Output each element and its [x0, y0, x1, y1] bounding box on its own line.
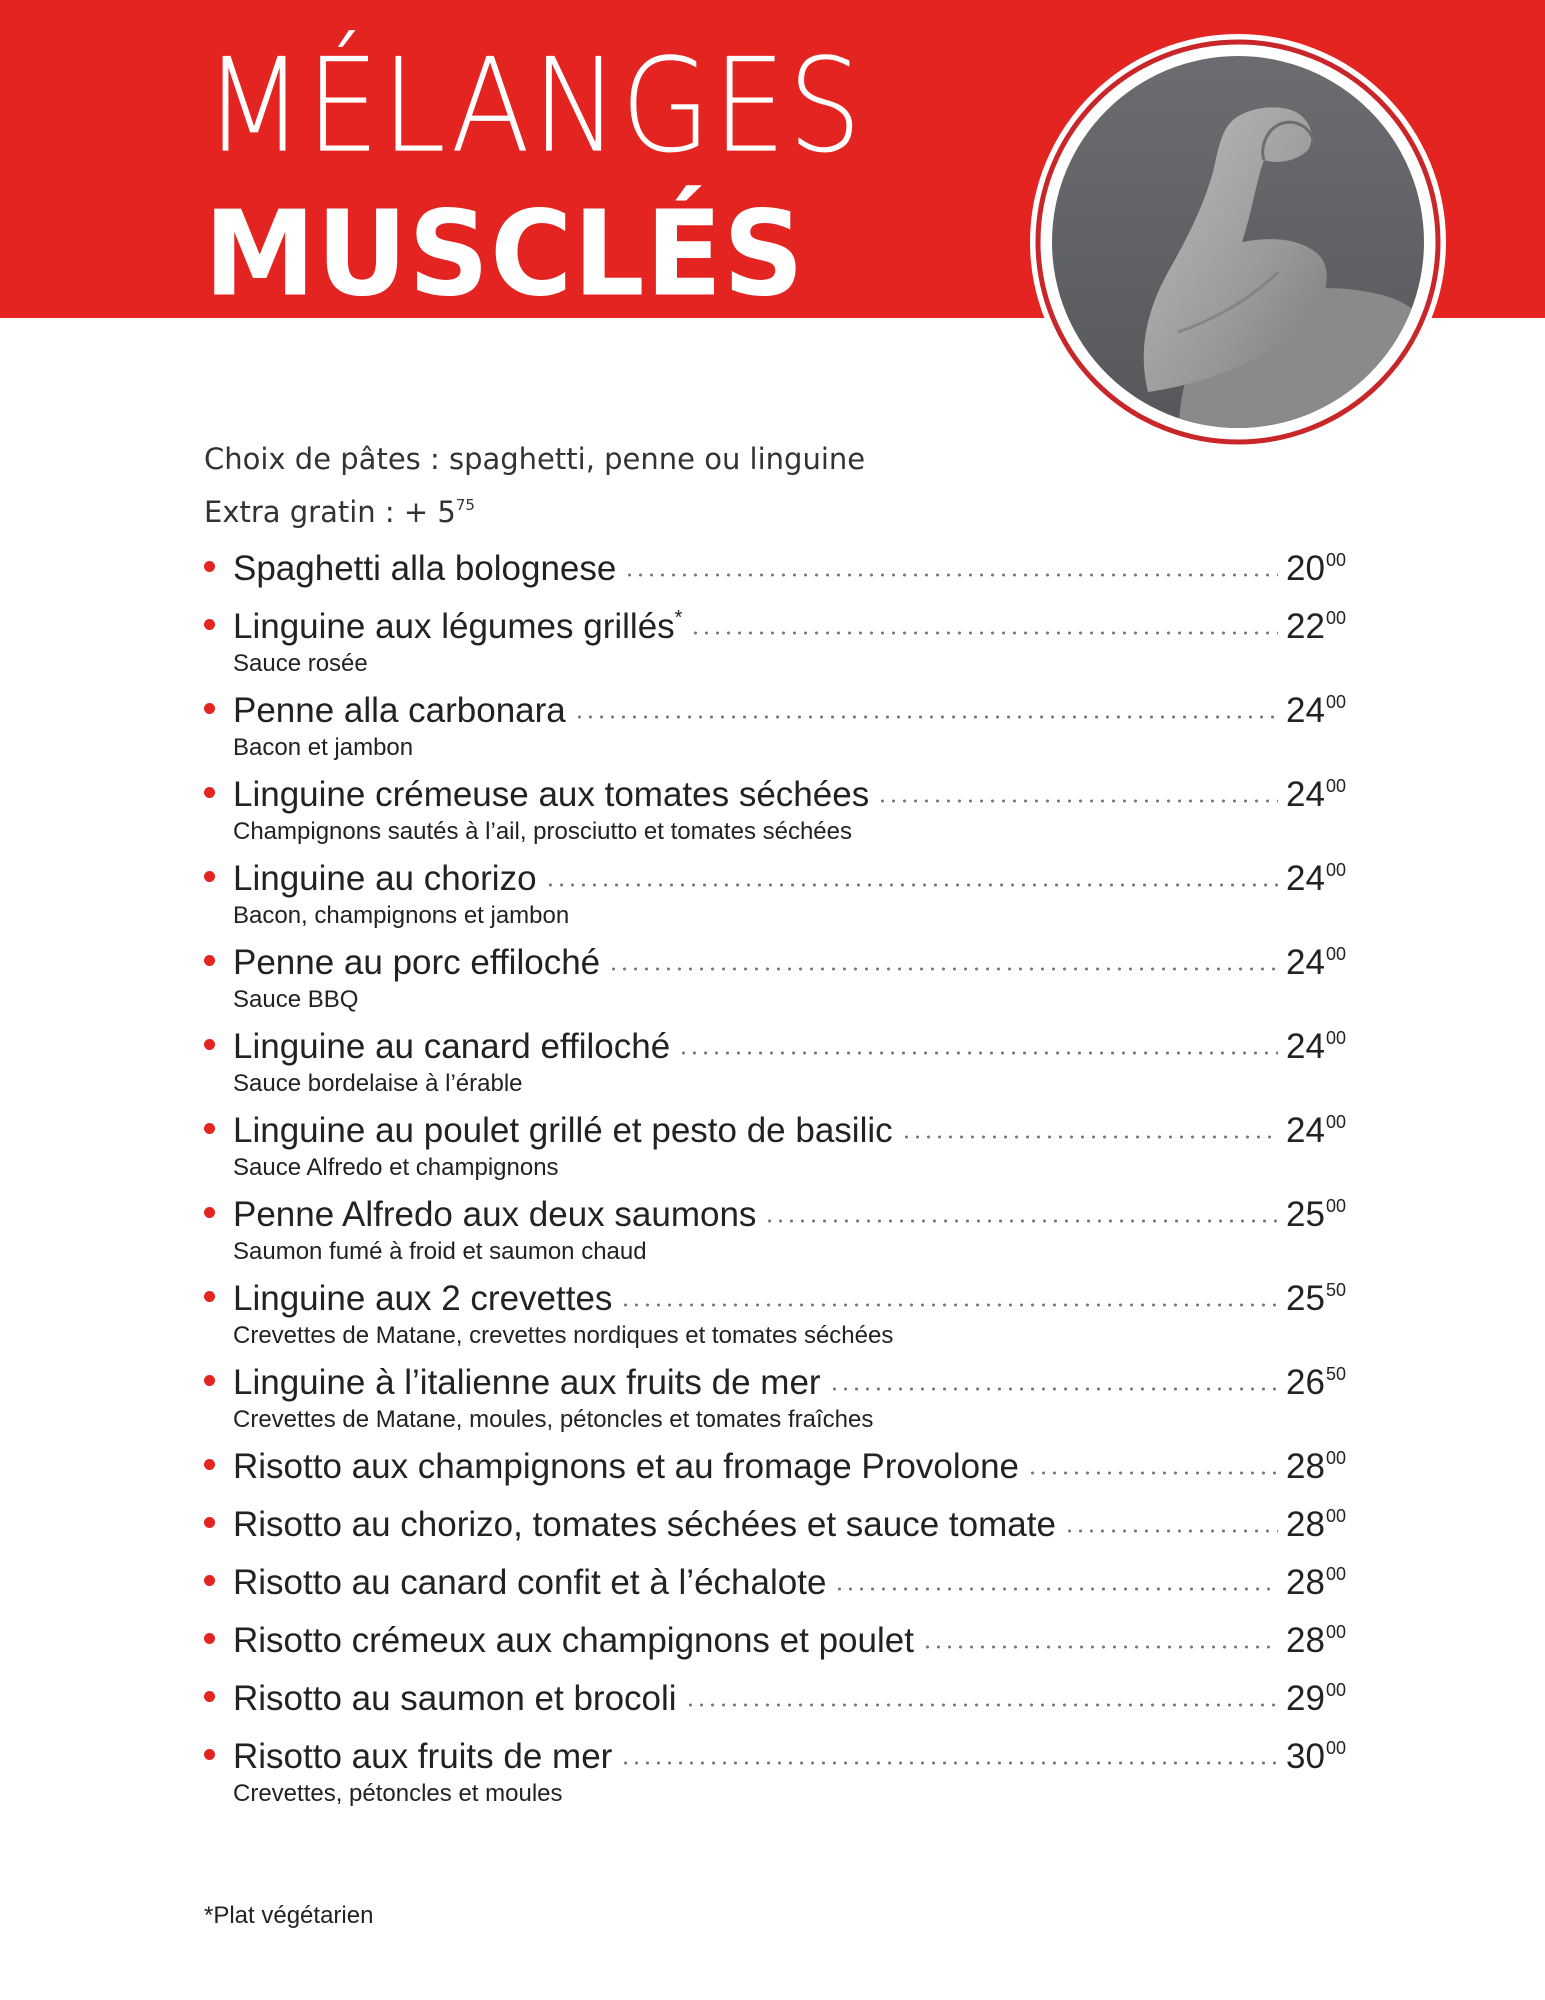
bullet-icon — [204, 1749, 215, 1760]
item-name — [233, 1737, 612, 1777]
dot-leader — [1064, 1529, 1278, 1533]
price-dollars: 24 — [1286, 1027, 1325, 1066]
item-description: Champignons sautés à l’ail, prosciutto et tomates séchées — [233, 818, 852, 845]
item-name — [233, 775, 869, 815]
menu-item — [204, 1195, 1346, 1267]
item-name — [233, 943, 600, 983]
menu-item-line — [204, 1505, 1346, 1551]
bullet-icon — [204, 703, 215, 714]
item-price — [1286, 691, 1346, 731]
item-description: Saumon fumé à froid et saumon chaud — [233, 1238, 647, 1265]
bullet-icon — [204, 955, 215, 966]
item-name — [233, 1279, 612, 1319]
price-dollars: 30 — [1286, 1737, 1325, 1776]
menu-item — [204, 1447, 1346, 1493]
item-price — [1286, 1563, 1346, 1603]
price-dollars: 28 — [1286, 1505, 1325, 1544]
title-line-1: MÉLANGES — [204, 30, 864, 182]
dot-leader — [834, 1587, 1278, 1591]
vegetarian-mark: * — [674, 607, 683, 629]
menu-item — [204, 859, 1346, 931]
bullet-icon — [204, 1291, 215, 1302]
item-name — [233, 549, 616, 589]
price-dollars: 25 — [1286, 1195, 1325, 1234]
item-name-text: Penne Alfredo aux deux saumons — [233, 1195, 757, 1234]
item-name — [233, 1621, 914, 1661]
item-price — [1286, 1505, 1346, 1545]
price-cents: 00 — [1325, 860, 1346, 880]
menu-item — [204, 691, 1346, 763]
menu-item-line — [204, 1111, 1346, 1157]
pasta-choice-text: Choix de pâtes : spaghetti, penne ou linguine — [204, 442, 866, 476]
price-cents: 50 — [1325, 1280, 1346, 1300]
menu-item-line — [204, 1563, 1346, 1609]
price-cents: 00 — [1325, 692, 1346, 712]
item-name-text: Risotto au saumon et brocoli — [233, 1679, 677, 1718]
menu-item-line — [204, 1447, 1346, 1493]
bullet-icon — [204, 561, 215, 572]
menu-item-line — [204, 775, 1346, 821]
item-price — [1286, 859, 1346, 899]
bullet-icon — [204, 1207, 215, 1218]
item-description: Crevettes de Matane, moules, pétoncles et tomates fraîches — [233, 1406, 874, 1433]
item-price — [1286, 1111, 1346, 1151]
item-description: Sauce Alfredo et champignons — [233, 1154, 559, 1181]
menu-item — [204, 1505, 1346, 1551]
menu-item — [204, 1027, 1346, 1099]
item-description: Sauce bordelaise à l’érable — [233, 1070, 523, 1097]
bullet-icon — [204, 787, 215, 798]
menu-item-line — [204, 943, 1346, 989]
item-price — [1286, 1447, 1346, 1487]
footnote: *Plat végétarien — [204, 1902, 374, 1929]
price-cents: 00 — [1325, 776, 1346, 796]
item-description: Bacon et jambon — [233, 734, 414, 761]
item-price — [1286, 549, 1346, 589]
price-cents: 00 — [1325, 1680, 1346, 1700]
item-name-text: Linguine crémeuse aux tomates séchées — [233, 775, 870, 814]
item-name — [233, 1195, 756, 1235]
price-cents: 00 — [1325, 608, 1346, 628]
item-name — [233, 1563, 826, 1603]
dot-leader — [901, 1135, 1278, 1139]
item-description: Crevettes, pétoncles et moules — [233, 1780, 563, 1807]
price-dollars: 24 — [1286, 1111, 1325, 1150]
dot-leader — [877, 799, 1278, 803]
flexed-arm-photo — [1028, 32, 1448, 452]
menu-item-line — [204, 859, 1346, 905]
item-name — [233, 1447, 1019, 1487]
menu-item — [204, 1279, 1346, 1351]
item-name-text: Penne au porc effiloché — [233, 943, 601, 982]
menu-item — [204, 1679, 1346, 1725]
price-cents: 00 — [1325, 944, 1346, 964]
extra-gratin-label: Extra gratin : + 5 — [204, 495, 456, 529]
item-name-text: Risotto aux champignons et au fromage Provolone — [233, 1447, 1020, 1486]
menu-item — [204, 1621, 1346, 1667]
price-dollars: 29 — [1286, 1679, 1325, 1718]
dot-leader — [608, 967, 1278, 971]
menu-item — [204, 1111, 1346, 1183]
dot-leader — [545, 883, 1278, 887]
item-name-text: Risotto crémeux aux champignons et poulet — [233, 1621, 914, 1660]
item-name — [233, 1363, 821, 1403]
item-price — [1286, 1679, 1346, 1719]
price-dollars: 22 — [1286, 607, 1325, 646]
item-price — [1286, 1195, 1346, 1235]
dot-leader — [678, 1051, 1278, 1055]
dot-leader — [922, 1645, 1278, 1649]
menu-item-line — [204, 1363, 1346, 1409]
menu-item-line — [204, 1679, 1346, 1725]
item-price — [1286, 775, 1346, 815]
intro-text — [204, 436, 865, 535]
price-dollars: 24 — [1286, 775, 1325, 814]
menu-item — [204, 1563, 1346, 1609]
price-cents: 00 — [1325, 550, 1346, 570]
dot-leader — [1027, 1471, 1278, 1475]
bullet-icon — [204, 619, 215, 630]
menu-item-line — [204, 549, 1346, 595]
bullet-icon — [204, 1123, 215, 1134]
price-cents: 00 — [1325, 1738, 1346, 1758]
price-dollars: 28 — [1286, 1563, 1325, 1602]
menu-item-line — [204, 1621, 1346, 1667]
item-name — [233, 859, 537, 899]
item-name-text: Risotto au chorizo, tomates séchées et sauce tomate — [233, 1505, 1056, 1544]
item-name — [233, 691, 566, 731]
item-name-text: Linguine à l’italienne aux fruits de mer — [233, 1363, 821, 1402]
bullet-icon — [204, 1691, 215, 1702]
bullet-icon — [204, 1575, 215, 1586]
dot-leader — [624, 573, 1278, 577]
menu-item — [204, 1737, 1346, 1809]
menu-item — [204, 1363, 1346, 1435]
price-cents: 00 — [1325, 1564, 1346, 1584]
bullet-icon — [204, 1459, 215, 1470]
menu-item — [204, 607, 1346, 679]
menu-list — [204, 549, 1346, 1821]
dot-leader — [574, 715, 1278, 719]
price-dollars: 24 — [1286, 943, 1325, 982]
menu-item — [204, 943, 1346, 1015]
item-name — [233, 1027, 670, 1067]
price-cents: 00 — [1325, 1506, 1346, 1526]
price-dollars: 26 — [1286, 1363, 1325, 1402]
bullet-icon — [204, 1375, 215, 1386]
item-description: Bacon, champignons et jambon — [233, 902, 570, 929]
bullet-icon — [204, 871, 215, 882]
price-dollars: 28 — [1286, 1621, 1325, 1660]
price-cents: 00 — [1325, 1448, 1346, 1468]
item-name-text: Penne alla carbonara — [233, 691, 566, 730]
dot-leader — [685, 1703, 1278, 1707]
item-price — [1286, 1621, 1346, 1661]
price-cents: 00 — [1325, 1028, 1346, 1048]
item-price — [1286, 1737, 1346, 1777]
menu-item — [204, 775, 1346, 847]
bullet-icon — [204, 1517, 215, 1528]
item-description: Sauce rosée — [233, 650, 368, 677]
item-name-text: Linguine au canard effiloché — [233, 1027, 671, 1066]
price-dollars: 24 — [1286, 691, 1325, 730]
price-dollars: 20 — [1286, 549, 1325, 588]
title-line-2: MUSCLÉS — [204, 186, 805, 324]
dot-leader — [829, 1387, 1278, 1391]
item-name-text: Linguine au poulet grillé et pesto de basilic — [233, 1111, 893, 1150]
menu-item-line — [204, 1195, 1346, 1241]
item-price — [1286, 1279, 1346, 1319]
price-dollars: 28 — [1286, 1447, 1325, 1486]
extra-gratin-cents: 75 — [455, 496, 475, 514]
menu-item-line — [204, 607, 1346, 653]
item-name-text: Spaghetti alla bolognese — [233, 549, 617, 588]
extra-gratin-text — [204, 482, 865, 535]
item-description: Crevettes de Matane, crevettes nordiques et tomates séchées — [233, 1322, 894, 1349]
bullet-icon — [204, 1633, 215, 1644]
item-name — [233, 607, 682, 647]
item-price — [1286, 607, 1346, 647]
menu-item-line — [204, 691, 1346, 737]
bullet-icon — [204, 1039, 215, 1050]
item-name — [233, 1111, 893, 1151]
item-price — [1286, 1027, 1346, 1067]
item-price — [1286, 1363, 1346, 1403]
item-name-text: Linguine aux légumes grillés — [233, 607, 675, 646]
item-name — [233, 1505, 1056, 1545]
menu-item-line — [204, 1027, 1346, 1073]
item-name-text: Linguine aux 2 crevettes — [233, 1279, 613, 1318]
price-cents: 50 — [1325, 1364, 1346, 1384]
dot-leader — [620, 1761, 1278, 1765]
item-name-text: Risotto au canard confit et à l’échalote — [233, 1563, 827, 1602]
price-cents: 00 — [1325, 1112, 1346, 1132]
item-name-text: Risotto aux fruits de mer — [233, 1737, 613, 1776]
price-dollars: 24 — [1286, 859, 1325, 898]
menu-item-line — [204, 1737, 1346, 1783]
price-cents: 00 — [1325, 1622, 1346, 1642]
item-description: Sauce BBQ — [233, 986, 359, 1013]
item-price — [1286, 943, 1346, 983]
menu-item-line — [204, 1279, 1346, 1325]
dot-leader — [764, 1219, 1278, 1223]
item-name — [233, 1679, 677, 1719]
dot-leader — [620, 1303, 1278, 1307]
dot-leader — [690, 631, 1278, 635]
price-cents: 00 — [1325, 1196, 1346, 1216]
menu-item — [204, 549, 1346, 595]
price-dollars: 25 — [1286, 1279, 1325, 1318]
item-name-text: Linguine au chorizo — [233, 859, 537, 898]
